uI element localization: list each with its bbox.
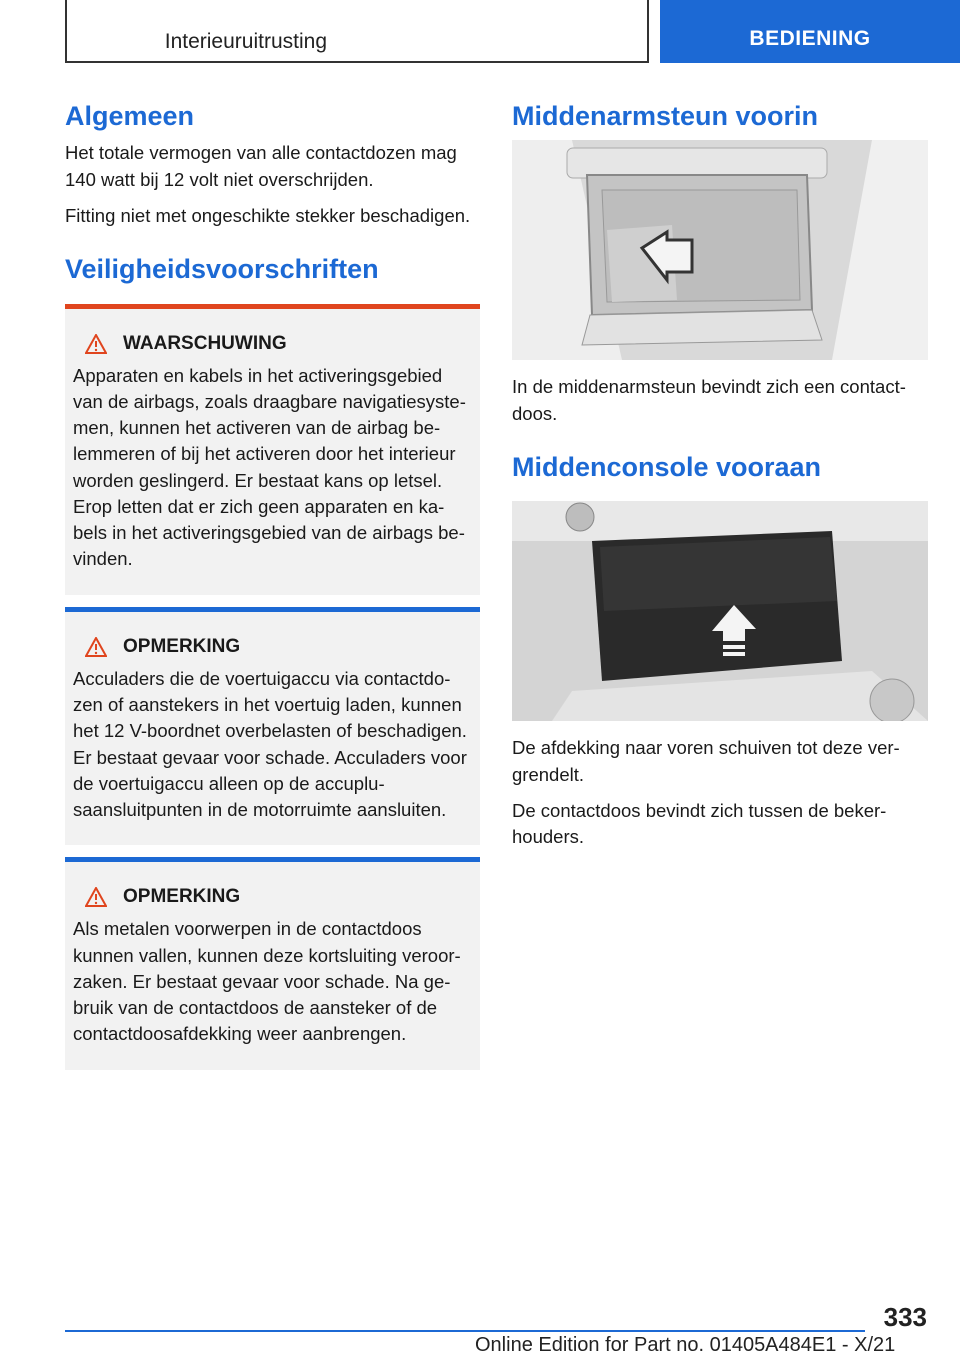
paragraph: Het totale vermogen van alle contactdozen mag 140 watt bij 12 volt niet overschrijden. (65, 142, 457, 190)
notice-title: OPMERKING (73, 886, 472, 908)
section-title: Interieuruitrusting (164, 30, 327, 53)
warning-triangle-icon (85, 334, 107, 354)
right-column (512, 100, 928, 860)
heading-armsteun: Middenarmsteun voorin (512, 101, 819, 131)
heading-veiligheid: Veiligheidsvoorschriften (65, 254, 379, 285)
notice-text: Acculaders die de voertuigaccu via contactdozen of aanstekers in het voertuig laden, kunnen het 12 V-boordnet overbelasten of beschadigen. Er bestaat gevaar voor schade. Acculaders voor de voertuigaccu alleen op de accuplusaansluitpunten in de motorruimte aansluiten. (73, 667, 467, 821)
heading-algemeen: Algemeen (65, 101, 195, 131)
paragraph: Fitting niet met ongeschikte stekker beschadigen. (65, 204, 471, 226)
header-frame (65, 0, 649, 63)
warning-text: Apparaten en kabels in het activeringsgebied van de airbags, zoals draagbare navigatiesystemen, kunnen het activeren van de airbag belemmeren of bij het activeren door het interieur worden geslingerd. Er bestaat kans op letsel. Erop letten dat er zich geen apparaten en kabels in het activeringsgebied van de airbags bevinden. (73, 364, 466, 570)
edition-note: Online Edition for Part no. 01405A484E1 - X/21 (475, 1334, 896, 1356)
armrest-illustration (512, 140, 928, 360)
warning-title: WAARSCHUWING (73, 333, 472, 355)
heading-console: Middenconsole vooraan (512, 451, 822, 482)
notice-title: OPMERKING (73, 636, 472, 658)
chapter-tab[interactable]: BEDIENING (660, 0, 960, 63)
page-number: 333 (883, 1302, 927, 1332)
paragraph: De afdekking naar voren schuiven tot deze vergrendelt. (512, 737, 900, 785)
warning-box (65, 304, 480, 595)
footer-divider (65, 1330, 865, 1332)
notice-box (65, 607, 480, 846)
notice-box (65, 857, 480, 1069)
warning-triangle-icon (85, 887, 107, 907)
console-illustration (512, 501, 928, 721)
paragraph: De contactdoos bevindt zich tussen de bekerhouders. (512, 799, 887, 848)
notice-text: Als metalen voorwerpen in de contactdoos kunnen vallen, kunnen deze kortsluiting veroorzaken. Er bestaat gevaar voor schade. Na gebruik van de contactdoos de aansteker of de contactdoosafdekking weer aanbrengen. (73, 918, 461, 1045)
paragraph: In de middenarmsteun bevindt zich een contactdoos. (512, 376, 906, 424)
left-column (65, 100, 480, 1082)
warning-triangle-icon (85, 637, 107, 657)
